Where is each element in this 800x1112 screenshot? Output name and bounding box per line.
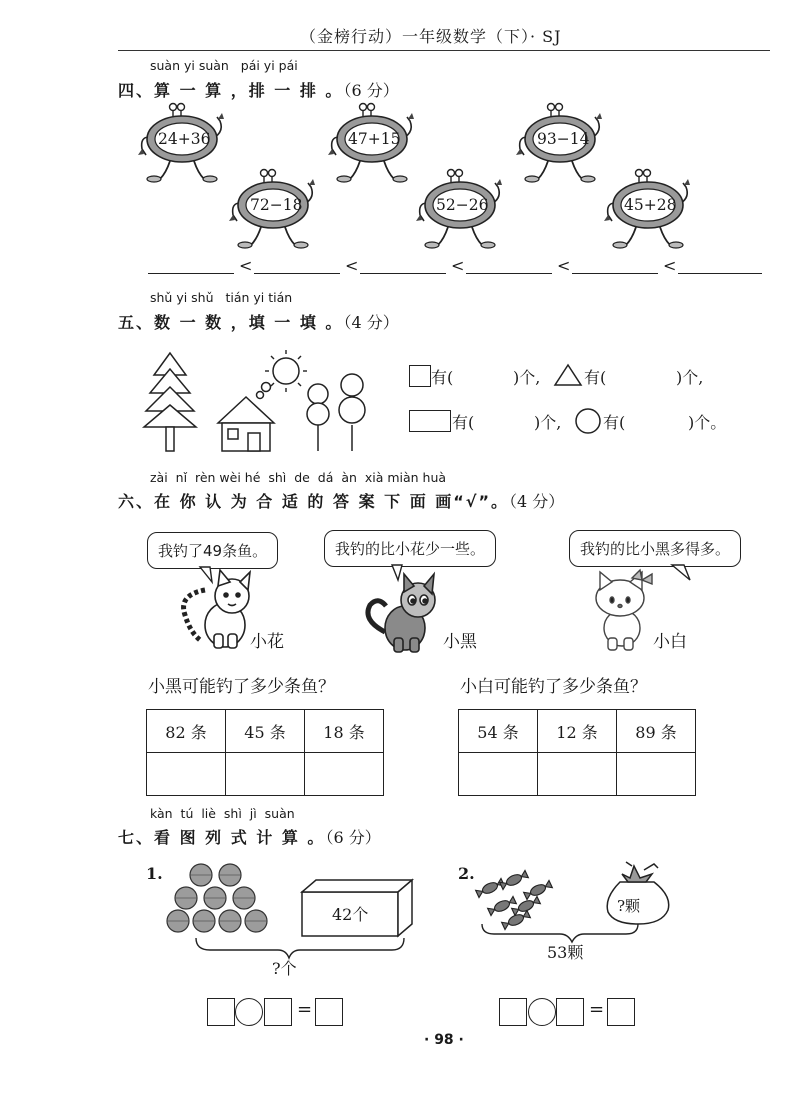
question-xiaohei: 小黑可能钓了多少条鱼？	[148, 677, 335, 697]
speech-bubble-xiaobai: 我钓的比小黑多得多。	[569, 530, 741, 567]
less-than-1: <	[239, 256, 253, 275]
square-count-unit: )个,	[513, 368, 541, 387]
header-title: （金榜行动）一年级数学（下）· SJ	[300, 27, 562, 46]
eq1-box-a[interactable]	[207, 998, 235, 1026]
sec4-expr-4: 72−18	[250, 196, 303, 214]
question-xiaobai: 小白可能钓了多少条鱼？	[460, 677, 647, 697]
sec7-title-text: 七、看 图 列 式 计 算 。	[118, 828, 326, 847]
sec4-expr-2: 47+15	[348, 130, 401, 148]
triangle-count-unit: )个,	[676, 368, 704, 387]
eq1-operator-circle[interactable]	[235, 998, 263, 1026]
eq2-box-a[interactable]	[499, 998, 527, 1026]
eq2-box-b[interactable]	[556, 998, 584, 1026]
box-label: 42个	[332, 905, 369, 924]
rectangle-count-text: 有(	[452, 413, 475, 432]
less-than-4: <	[557, 256, 571, 275]
less-than-3: <	[451, 256, 465, 275]
sec4-pinyin: suàn yi suàn pái yi pái	[150, 58, 298, 73]
rectangle-count-unit: )个,	[534, 413, 562, 432]
sec4-expr-1: 24+36	[158, 130, 211, 148]
triangle-count-text: 有(	[584, 368, 607, 387]
eq1-box-result[interactable]	[315, 998, 343, 1026]
bag-label: ?颗	[617, 897, 641, 915]
problem-2-total: 53颗	[547, 943, 584, 962]
choice-xiaohei-18: 18 条	[305, 710, 384, 753]
speech-bubble-xiaohua: 我钓了49条鱼。	[147, 532, 278, 569]
sec4-expr-6: 45+28	[624, 196, 677, 214]
eq1-box-b[interactable]	[264, 998, 292, 1026]
sec5-title-text: 五、数 一 数 ，填 一 填 。	[118, 313, 344, 332]
page-number: · 98 ·	[424, 1032, 464, 1048]
problem-1-number: 1.	[146, 864, 163, 883]
sec7-pinyin: kàn tú liè shì jì suàn	[150, 806, 295, 821]
choice-xiaohei-82: 82 条	[147, 710, 226, 753]
name-xiaohei: 小黑	[443, 632, 477, 652]
sec4-expr-5: 52−26	[436, 196, 489, 214]
choice-xiaobai-54: 54 条	[459, 710, 538, 753]
circle-count-text: 有(	[603, 413, 626, 432]
choice-xiaohei-45: 45 条	[226, 710, 305, 753]
eq2-equals: =	[589, 999, 605, 1020]
eq2-operator-circle[interactable]	[528, 998, 556, 1026]
problem-2-number: 2.	[458, 864, 475, 883]
speech-bubble-xiaohei: 我钓的比小花少一些。	[324, 530, 496, 567]
sec4-title-text: 四、算 一 算 ，排 一 排 。	[118, 81, 344, 100]
less-than-2: <	[345, 256, 359, 275]
sec7-points: （6 分）	[325, 828, 381, 847]
choice-xiaobai-89: 89 条	[617, 710, 696, 753]
eq1-equals: =	[297, 999, 313, 1020]
choice-xiaobai-12: 12 条	[538, 710, 617, 753]
sec6-title-text: 六、在 你 认 为 合 适 的 答 案 下 面 画“√”。	[118, 492, 509, 511]
sec4-points: （6 分）	[343, 81, 399, 100]
less-than-5: <	[663, 256, 677, 275]
sec4-expr-3: 93−14	[537, 130, 590, 148]
eq2-box-result[interactable]	[607, 998, 635, 1026]
problem-1-total: ?个	[272, 959, 297, 978]
sec5-points: （4 分）	[343, 313, 399, 332]
sec5-pinyin: shǔ yi shǔ tián yi tián	[150, 290, 293, 305]
circle-count-unit: )个。	[688, 413, 727, 432]
square-count-text: 有(	[431, 368, 454, 387]
name-xiaobai: 小白	[653, 632, 687, 652]
sec6-pinyin: zài nǐ rèn wèi hé shì de dá àn xià miàn huà	[150, 470, 447, 485]
name-xiaohua: 小花	[250, 632, 284, 652]
sec6-points: （4 分）	[508, 492, 565, 511]
